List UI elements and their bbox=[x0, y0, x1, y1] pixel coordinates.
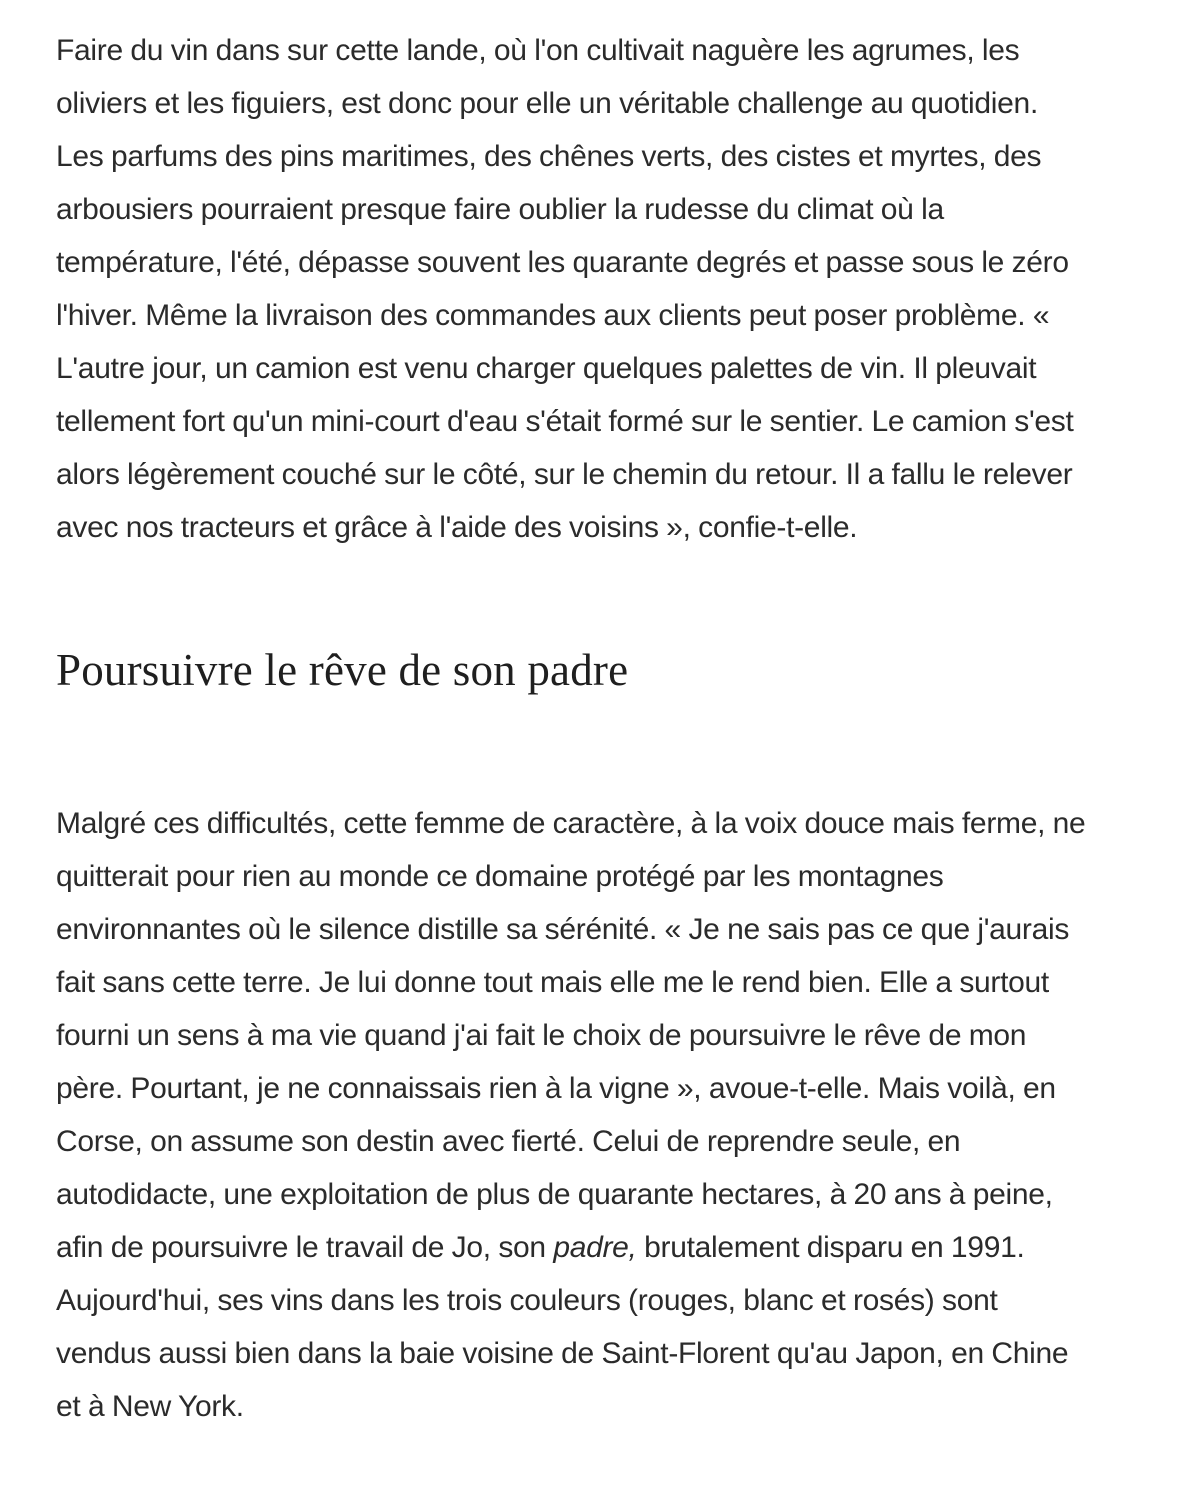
section-heading: Poursuivre le rêve de son padre bbox=[56, 645, 629, 695]
article-paragraph bbox=[56, 797, 1086, 1433]
paragraph-text: brutalement disparu en 1991. Aujourd'hui, ses vins dans les trois couleurs (rouges, blanc et rosés) sont vendus aussi bien dans la baie voisine de Saint-Florent qu'au Japon, en Chine et à New York. bbox=[56, 1231, 1069, 1423]
article-paragraph: Faire du vin dans sur cette lande, où l'on cultivait naguère les agrumes, les oliviers et les figuiers, est donc pour elle un véritable challenge au quotidien. Les parfums des pins maritimes, des chênes verts, des cistes et myrtes, des arbousiers pourraient presque faire oublier la rudesse du climat où la température, l'été, dépasse souvent les quarante degrés et passe sous le zéro l'hiver. Même la livraison des commandes aux clients peut poser problème. « L'autre jour, un camion est venu charger quelques palettes de vin. Il pleuvait tellement fort qu'un mini-court d'eau s'était formé sur le sentier. Le camion s'est alors légèrement couché sur le côté, sur le chemin du retour. Il a fallu le relever avec nos tracteurs et grâce à l'aide des voisins », confie-t-elle. bbox=[56, 34, 1074, 544]
paragraph-text: Malgré ces difficultés, cette femme de caractère, à la voix douce mais ferme, ne quitterait pour rien au monde ce domaine protégé par les montagnes environnantes où le silence distille sa sérénité. « Je ne sais pas ce que j'aurais fait sans cette terre. Je lui donne tout mais elle me le rend bien. Elle a surtout fourni un sens à ma vie quand j'ai fait le choix de poursuivre le rêve de mon père. Pourtant, je ne connaissais rien à la vigne », avoue-t-elle. Mais voilà, en Corse, on assume son destin avec fierté. Celui de reprendre seule, en autodidacte, une exploitation de plus de quarante hectares, à 20 ans à peine, afin de poursuivre le travail de Jo, son bbox=[56, 807, 1086, 1264]
article-body bbox=[56, 24, 1086, 1433]
italic-word: padre, bbox=[553, 1231, 637, 1264]
